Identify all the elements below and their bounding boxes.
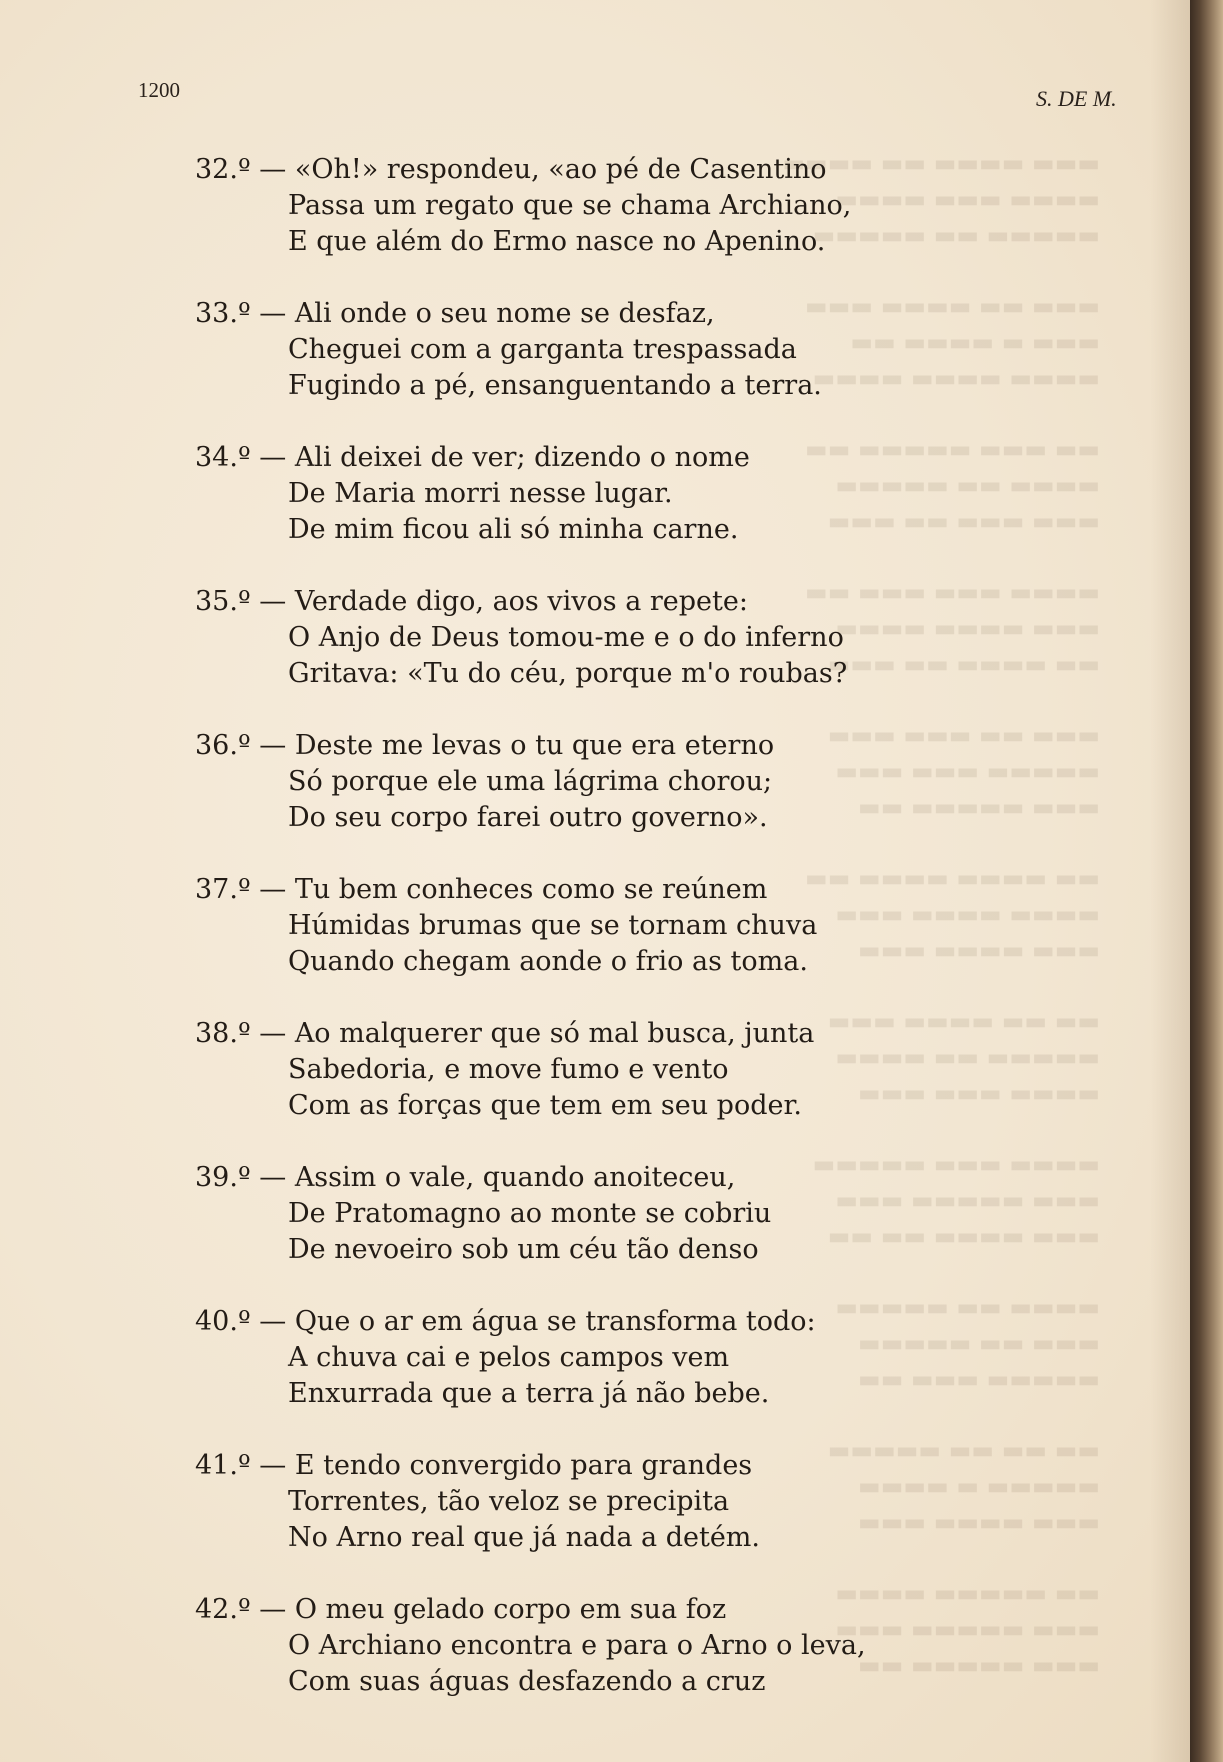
verse-line: Sabedoria, e move fumo e vento: [288, 1054, 729, 1085]
stanza-number: 34.º: [195, 442, 251, 473]
stanza: 40.º — Que o ar em água se transforma todo: A chuva cai e pelos campos vem Enxurrada que a terra já não bebe.: [195, 1304, 1095, 1412]
verse-line: Verdade digo, aos vivos a repete:: [294, 586, 748, 617]
verse-line: Ao malquerer que só mal busca, junta: [294, 1018, 815, 1049]
verse-line: O Anjo de Deus tomou-me e o do inferno: [288, 622, 844, 653]
verse-line: De mim ficou ali só minha carne.: [288, 514, 739, 545]
bleed-through-text: ▬▬▬ ▬▬▬▬ ▬▬ ▬▬▬▬ ▬▬▬▬ ▬▬▬ ▬▬▬▬ ▬▬▬▬▬ ▬▬ ▬▬▬▬▬ ▬▬▬ ▬▬ ▬▬▬▬ ▬▬▬ ▬▬▬ ▬ ▬▬▬▬ ▬▬ ▬▬▬▬ ▬▬▬▬ ▬▬▬▬ ▬▬ ▬▬▬ ▬▬▬▬▬ ▬▬ ▬▬▬▬ ▬▬ ▬▬▬▬▬ ▬▬▬ ▬▬▬ ▬▬ ▬▬▬ ▬▬▬▬ ▬▬▬ ▬▬▬ ▬▬ ▬▬▬ ▬▬▬▬ ▬▬▬▬ ▬▬ ▬▬▬▬ ▬▬ ▬▬▬ ▬▬▬ ▬▬ ▬▬▬ ▬▬▬ ▬▬▬▬▬ ▬▬▬ ▬▬▬ ▬▬▬ ▬▬▬▬▬ ▬▬ ▬▬ ▬▬▬▬ ▬▬▬▬ ▬▬ ▬▬▬▬ ▬▬▬▬ ▬▬▬ ▬▬▬ ▬▬▬▬ ▬▬▬ ▬▬ ▬▬ ▬▬▬▬ ▬▬▬ ▬▬▬▬▬ ▬▬ ▬▬▬▬ ▬▬▬▬ ▬▬▬ ▬▬▬ ▬▬▬▬ ▬▬▬ ▬▬▬▬▬ ▬▬▬ ▬▬▬▬▬ ▬▬▬ ▬▬▬ ▬▬▬▬ ▬▬ ▬▬ ▬▬▬▬ ▬▬ ▬▬▬▬▬ ▬▬▬ ▬▬ ▬▬▬▬▬ ▬▬▬▬▬ ▬▬▬ ▬▬ ▬▬ ▬▬ ▬▬ ▬▬▬▬▬ ▬▬▬▬▬ ▬ ▬▬▬▬ ▬▬▬ ▬▬▬▬ ▬▬▬ ▬▬ ▬▬▬▬▬ ▬▬▬▬ ▬▬▬ ▬▬▬▬▬ ▬▬▬ ▬▬▬ ▬▬▬▬▬ ▬▬: [782, 149, 1100, 1679]
stanza: 36.º — Deste me levas o tu que era eterno Só porque ele uma lágrima chorou; Do seu corpo farei outro governo».: [195, 728, 1095, 836]
stanza-number: 35.º: [195, 586, 251, 617]
page-gutter-shadow: [1150, 0, 1195, 1762]
verse-line: De Pratomagno ao monte se cobriu: [288, 1198, 772, 1229]
page-number: 1200: [138, 78, 180, 102]
stanza: 38.º — Ao malquerer que só mal busca, junta Sabedoria, e move fumo e vento Com as forças que tem em seu poder.: [195, 1016, 1095, 1124]
stanza-number: 36.º: [195, 730, 251, 761]
verse-line: Ali deixei de ver; dizendo o nome: [294, 442, 750, 473]
verse-line: De Maria morri nesse lugar.: [288, 478, 673, 509]
verse-line: Só porque ele uma lágrima chorou;: [288, 766, 773, 797]
stanza-number: 32.º: [195, 154, 251, 185]
poem-body: [195, 152, 1095, 1736]
verse-line: Passa um regato que se chama Archiano,: [288, 190, 852, 221]
verse-line: O Archiano encontra e para o Arno o leva,: [288, 1630, 866, 1661]
verse-line: A chuva cai e pelos campos vem: [288, 1342, 730, 1373]
stanza: 39.º — Assim o vale, quando anoiteceu, De Pratomagno ao monte se cobriu De nevoeiro sob um céu tão denso: [195, 1160, 1095, 1268]
stanza-number: 41.º: [195, 1450, 251, 1481]
verse-line: Assim o vale, quando anoiteceu,: [294, 1162, 736, 1193]
running-head: S. DE M.: [1036, 86, 1117, 111]
stanza: 42.º — O meu gelado corpo em sua foz O Archiano encontra e para o Arno o leva, Com suas águas desfazendo a cruz: [195, 1592, 1095, 1700]
verse-line: Gritava: «Tu do céu, porque m'o roubas?: [288, 658, 848, 689]
verse-line: Com suas águas desfazendo a cruz: [288, 1666, 766, 1697]
stanza: 35.º — Verdade digo, aos vivos a repete: O Anjo de Deus tomou-me e o do inferno Gritava: «Tu do céu, porque m'o roubas?: [195, 584, 1095, 692]
book-spine: [1190, 0, 1223, 1762]
verse-line: Torrentes, tão veloz se precipita: [288, 1486, 730, 1517]
stanza-number: 40.º: [195, 1306, 251, 1337]
stanza: 33.º — Ali onde o seu nome se desfaz, Cheguei com a garganta trespassada Fugindo a pé, ensanguentando a terra.: [195, 296, 1095, 404]
stanza: 32.º — «Oh!» respondeu, «ao pé de Casentino Passa um regato que se chama Archiano, E que além do Ermo nasce no Apenino.: [195, 152, 1095, 260]
verse-line: «Oh!» respondeu, «ao pé de Casentino: [294, 154, 827, 185]
stanza-number: 42.º: [195, 1594, 251, 1625]
verse-line: Que o ar em água se transforma todo:: [294, 1306, 816, 1337]
verse-line: O meu gelado corpo em sua foz: [294, 1594, 727, 1625]
verse-line: Húmidas brumas que se tornam chuva: [288, 910, 818, 941]
verse-line: Cheguei com a garganta trespassada: [288, 334, 797, 365]
stanza: 41.º — E tendo convergido para grandes Torrentes, tão veloz se precipita No Arno real que já nada a detém.: [195, 1448, 1095, 1556]
verse-line: Tu bem conheces como se reúnem: [294, 874, 768, 905]
verse-line: Do seu corpo farei outro governo».: [288, 802, 768, 833]
verse-line: Ali onde o seu nome se desfaz,: [294, 298, 715, 329]
verse-line: No Arno real que já nada a detém.: [288, 1522, 760, 1553]
verse-line: E que além do Ermo nasce no Apenino.: [288, 226, 826, 257]
verse-line: Enxurrada que a terra já não bebe.: [288, 1378, 770, 1409]
verse-line: De nevoeiro sob um céu tão denso: [288, 1234, 759, 1265]
verse-line: E tendo convergido para grandes: [294, 1450, 753, 1481]
stanza: 37.º — Tu bem conheces como se reúnem Húmidas brumas que se tornam chuva Quando chegam aonde o frio as toma.: [195, 872, 1095, 980]
stanza: 34.º — Ali deixei de ver; dizendo o nome De Maria morri nesse lugar. De mim ficou ali só minha carne.: [195, 440, 1095, 548]
verse-line: Quando chegam aonde o frio as toma.: [288, 946, 808, 977]
verse-line: Fugindo a pé, ensanguentando a terra.: [288, 370, 822, 401]
verse-line: Deste me levas o tu que era eterno: [294, 730, 775, 761]
stanza-number: 39.º: [195, 1162, 251, 1193]
verse-line: Com as forças que tem em seu poder.: [288, 1090, 802, 1121]
stanza-number: 37.º: [195, 874, 251, 905]
stanza-number: 38.º: [195, 1018, 251, 1049]
stanza-number: 33.º: [195, 298, 251, 329]
